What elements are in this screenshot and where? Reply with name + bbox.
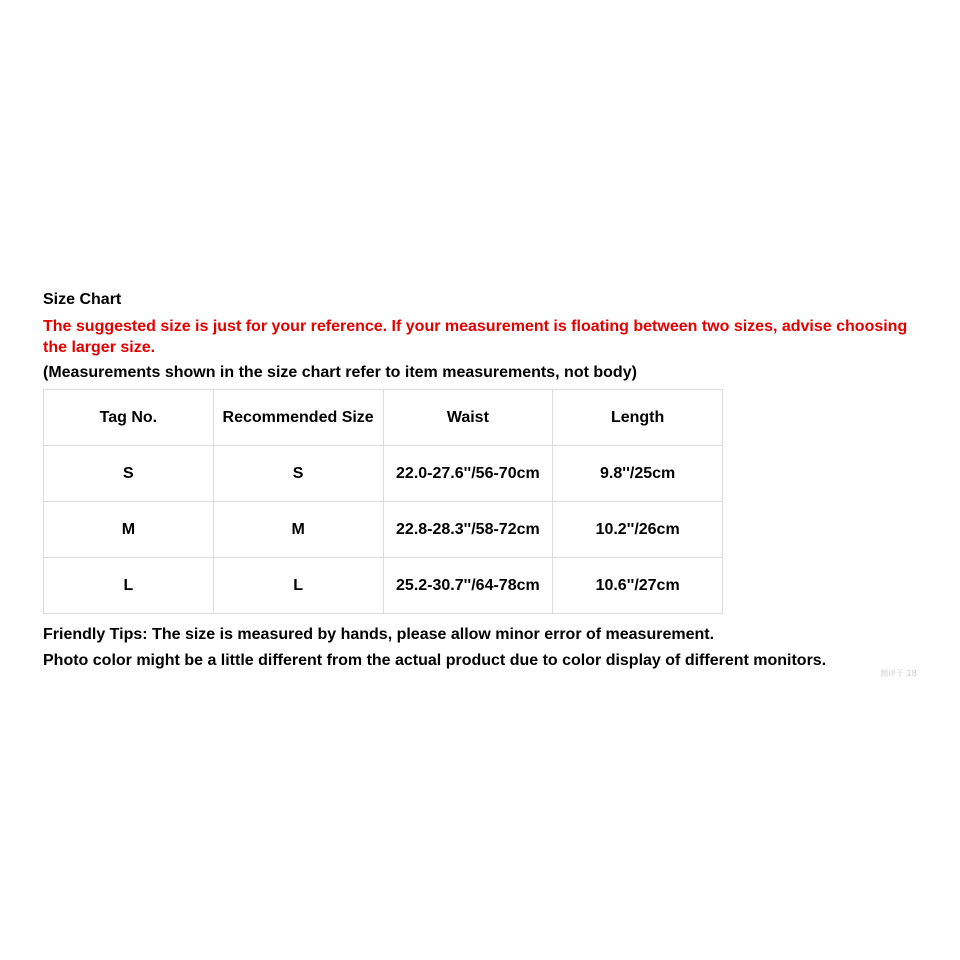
page-title: Size Chart: [43, 291, 122, 308]
size-advice-warning: The suggested size is just for your reference. If your measurement is floating between two sizes, advise choosing the larger size.: [43, 318, 908, 356]
cell-waist: 22.0-27.6''/56-70cm: [383, 446, 553, 502]
cell-recommended-size: M: [213, 502, 383, 558]
cell-length: 10.6''/27cm: [553, 558, 723, 614]
cell-tag-no: S: [44, 446, 214, 502]
table-row: [44, 558, 723, 614]
header-length: Length: [553, 390, 723, 446]
measurement-note: (Measurements shown in the size chart refer to item measurements, not body): [43, 364, 637, 381]
cell-recommended-size: S: [213, 446, 383, 502]
table-row: [44, 446, 723, 502]
size-table: [43, 389, 723, 614]
table-header-row: [44, 390, 723, 446]
tips-line-2: Photo color might be a little different from the actual product due to color display of different monitors.: [43, 652, 827, 669]
cell-length: 9.8''/25cm: [553, 446, 723, 502]
cell-waist: 25.2-30.7''/64-78cm: [383, 558, 553, 614]
cell-tag-no: M: [44, 502, 214, 558]
watermark: 测评于 18: [880, 669, 917, 678]
cell-tag-no: L: [44, 558, 214, 614]
cell-length: 10.2''/26cm: [553, 502, 723, 558]
cell-waist: 22.8-28.3''/58-72cm: [383, 502, 553, 558]
table-row: [44, 502, 723, 558]
header-waist: Waist: [383, 390, 553, 446]
tips-line-1: Friendly Tips: The size is measured by hands, please allow minor error of measurement.: [43, 626, 715, 643]
friendly-tips: [43, 622, 923, 674]
header-tag-no: Tag No.: [44, 390, 214, 446]
size-chart-section: [43, 290, 923, 674]
cell-recommended-size: L: [213, 558, 383, 614]
header-recommended-size: Recommended Size: [213, 390, 383, 446]
